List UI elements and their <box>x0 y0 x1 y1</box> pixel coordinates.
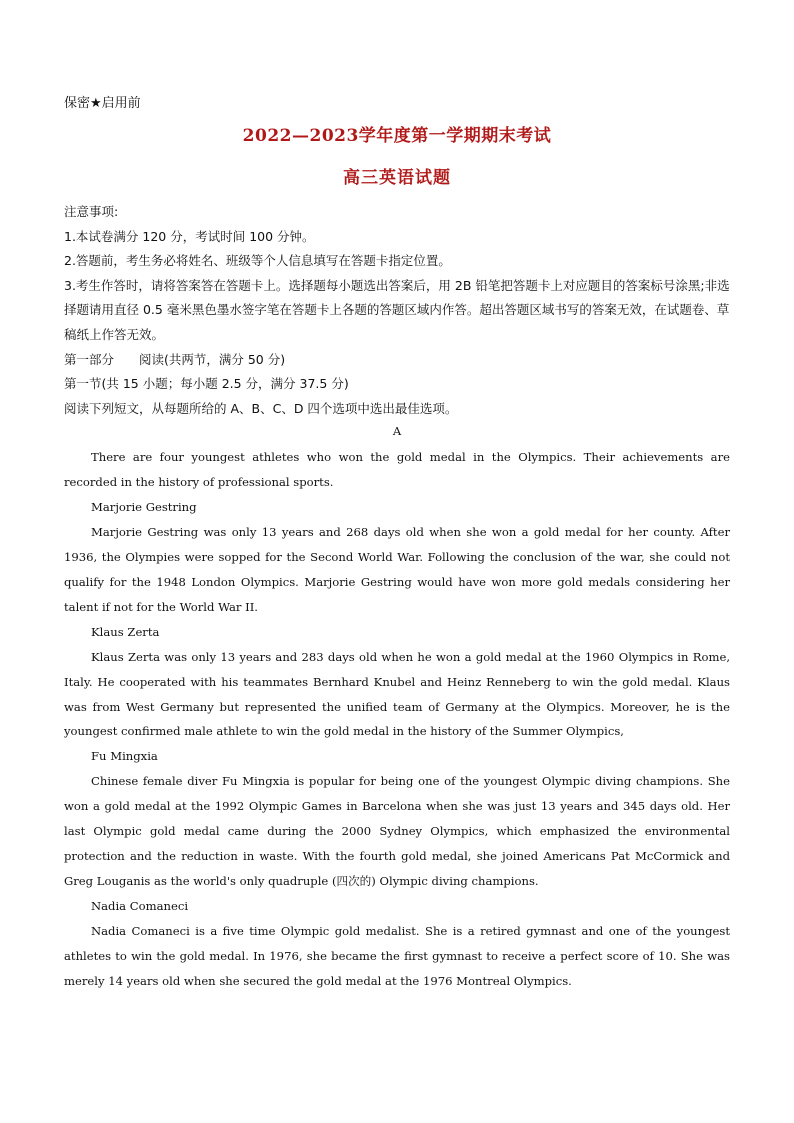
notes-item-1: 1.本试卷满分 120 分，考试时间 100 分钟。 <box>64 228 315 244</box>
athlete-paragraph-3: Chinese female diver Fu Mingxia is popular for being one of the youngest Olympic diving champions. She won a gold medal at the 1992 Olympic Games in Barcelona when she was just 13 years and 345 days old. Her last Olympic gold medal came during the 2000 Sydney Olympics, which emphasized the environmental protection and the reduction in waste. With the fourth gold medal, she joined Americans Pat McCormick and Greg Louganis as the world's only quadruple (四次的) Olympic diving champions. <box>64 774 730 889</box>
exam-title: 2022—2023学年度第一学期期末考试 <box>242 126 552 146</box>
athlete-name-4: Nadia Comaneci <box>91 899 189 914</box>
confidential-label: 保密★启用前 <box>64 96 141 111</box>
part-one-heading: 第一部分 阅读(共两节，满分 50 分) <box>64 351 286 367</box>
reading-instruction: 阅读下列短文，从每题所给的 A、B、C、D 四个选项中选出最佳选项。 <box>64 400 458 416</box>
athlete-name-3: Fu Mingxia <box>91 749 158 764</box>
notes-item-2: 2.答题前，考生务必将姓名、班级等个人信息填写在答题卡指定位置。 <box>64 253 451 269</box>
athlete-paragraph-4: Nadia Comaneci is a five time Olympic gold medalist. She is a retired gymnast and one of the youngest athletes to win the gold medal. In 1976, she became the first gymnast to receive a perfect score of 10. She was merely 14 years old when she secured the gold medal at the 1976 Montreal Olympics. <box>64 924 730 989</box>
athlete-name-1: Marjorie Gestring <box>91 499 197 514</box>
athlete-name-2: Klaus Zerta <box>91 624 160 639</box>
notes-item-3: 3.考生作答时，请将答案答在答题卡上。选择题每小题选出答案后，用 2B 铅笔把答题卡上对应题目的答案标号涂黑;非选择题请用直径 0.5 毫米黑色墨水签字笔在答题卡上各题的答题区域内作答。超出答题区域书写的答案无效，在试题卷、草稿纸上作答无效。 <box>64 277 730 342</box>
athlete-paragraph-1: Marjorie Gestring was only 13 years and 268 days old when she won a gold medal for her county. After 1936, the Olympies were sopped for the Second World War. Following the conclusion of the war, she could not qualify for the 1948 London Olympics. Marjorie Gestring would have won more gold medals considering her talent if not for the World War II. <box>64 524 730 614</box>
passage-a <box>64 445 730 994</box>
passage-label: A <box>392 424 402 438</box>
athlete-paragraph-2: Klaus Zerta was only 13 years and 283 days old when he won a gold medal at the 1960 Olympics in Rome, Italy. He cooperated with his teammates Bernhard Knubel and Heinz Renneberg to win the gold medal. Klaus was from West Germany but represented the unified team of Germany at the Olympics. Moreover, he is the youngest confirmed male athlete to win the gold medal in the history of the Summer Olympics, <box>64 649 730 739</box>
passage-intro: There are four youngest athletes who won the gold medal in the Olympics. Their achievements are recorded in the history of professional sports. <box>64 450 730 489</box>
section-one-heading: 第一节(共 15 小题；每小题 2.5 分，满分 37.5 分) <box>64 376 349 392</box>
notes-heading: 注意事项: <box>64 204 119 219</box>
exam-subtitle: 高三英语试题 <box>343 168 451 188</box>
exam-notes <box>64 200 730 421</box>
